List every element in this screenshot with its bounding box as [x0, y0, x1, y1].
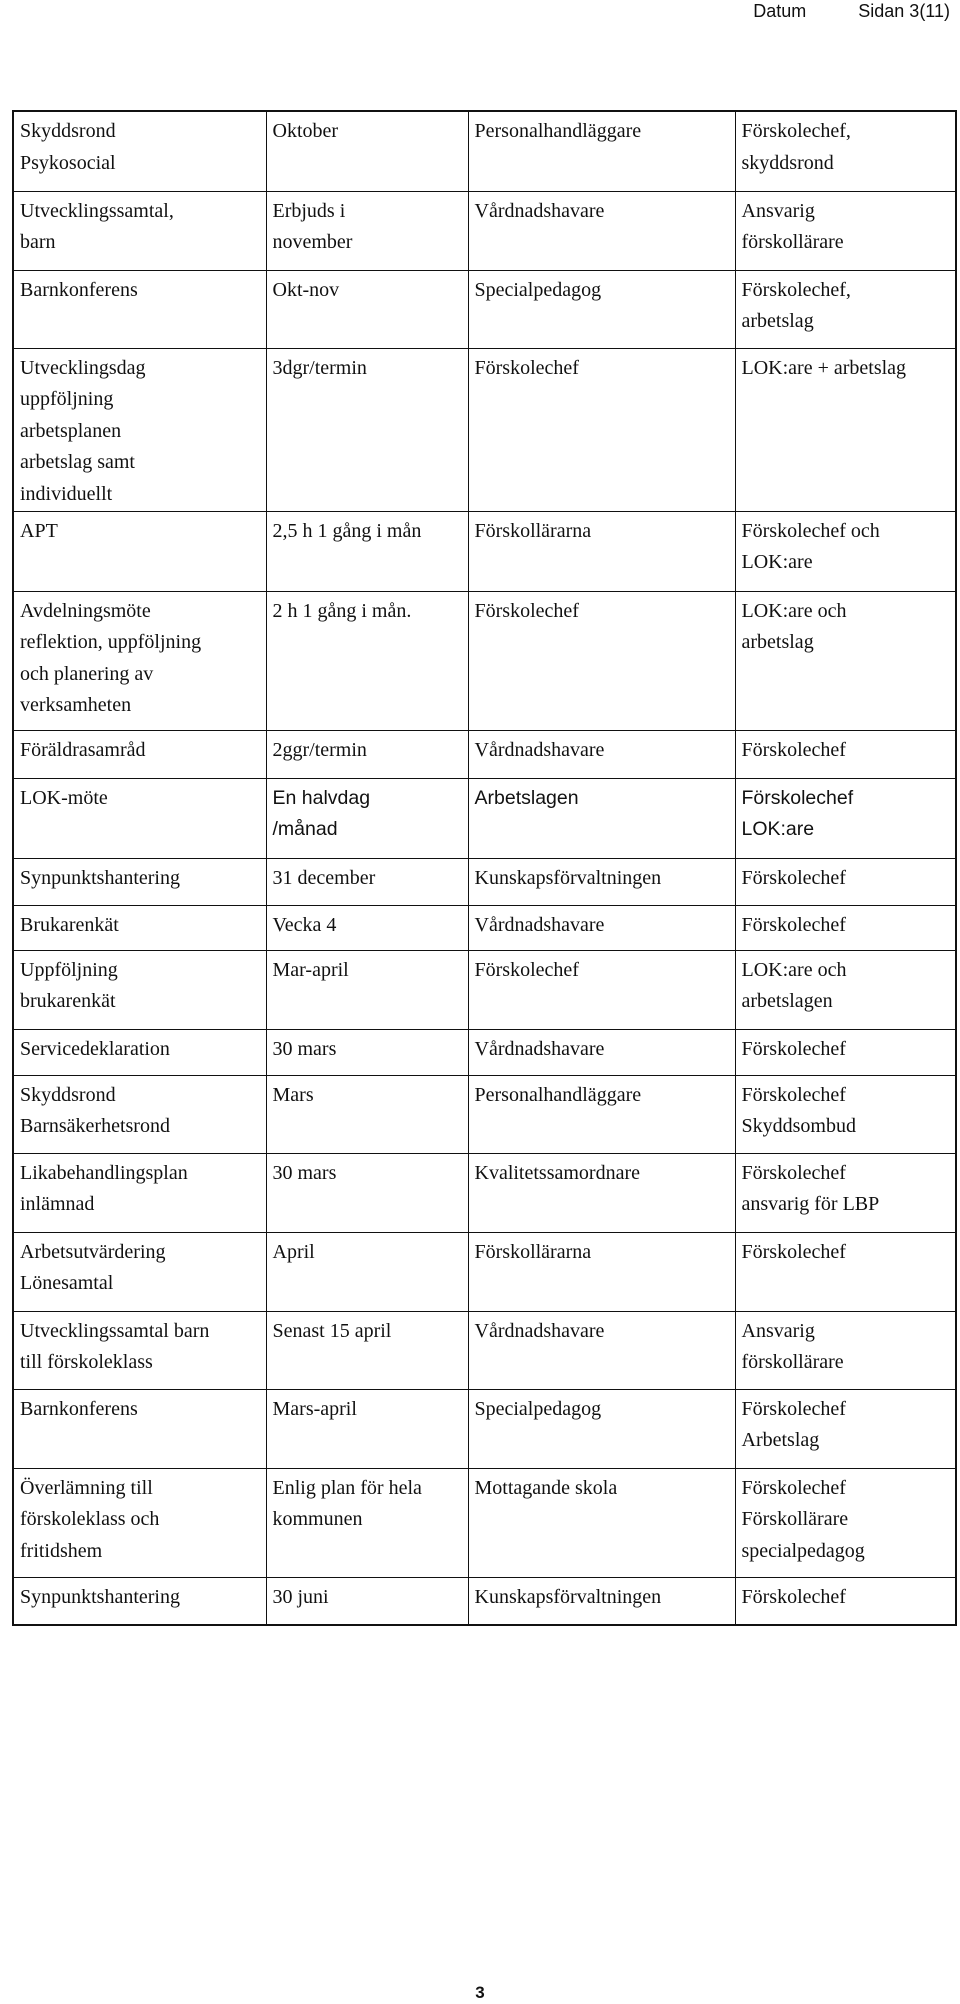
table-row	[13, 778, 956, 858]
responsible-cell: Förskolechef ansvarig för LBP	[735, 1153, 956, 1232]
participants-cell: Förskolechef	[468, 348, 735, 511]
activity-cell: Avdelningsmöte reflektion, uppföljning och planering av verksamheten	[13, 591, 266, 730]
activity-cell: LOK-möte	[13, 778, 266, 858]
when-cell: Mars	[266, 1075, 468, 1153]
page-count-label: Sidan 3(11)	[858, 1, 950, 21]
activity-cell: Föräldrasamråd	[13, 730, 266, 778]
activity-cell: Arbetsutvärdering Lönesamtal	[13, 1232, 266, 1311]
when-cell: 30 mars	[266, 1153, 468, 1232]
participants-cell: Vårdnadshavare	[468, 905, 735, 950]
activity-cell: Utvecklingssamtal, barn	[13, 191, 266, 270]
when-cell: 2 h 1 gång i mån.	[266, 591, 468, 730]
responsible-cell: Förskolechef	[735, 730, 956, 778]
responsible-cell: LOK:are och arbetslagen	[735, 950, 956, 1029]
when-cell: Mars-april	[266, 1389, 468, 1468]
responsible-cell: Förskolechef	[735, 1577, 956, 1625]
participants-cell: Förskollärarna	[468, 1232, 735, 1311]
participants-cell: Vårdnadshavare	[468, 1029, 735, 1075]
activity-cell: Uppföljning brukarenkät	[13, 950, 266, 1029]
activity-cell: Brukarenkät	[13, 905, 266, 950]
participants-cell: Arbetslagen	[468, 778, 735, 858]
when-cell: Oktober	[266, 111, 468, 191]
participants-cell: Förskollärarna	[468, 511, 735, 591]
responsible-cell: LOK:are + arbetslag	[735, 348, 956, 511]
responsible-cell: Förskolechef Skyddsombud	[735, 1075, 956, 1153]
activity-cell: Utvecklingssamtal barn till förskoleklass	[13, 1311, 266, 1389]
when-cell: 2ggr/termin	[266, 730, 468, 778]
activity-cell: Servicedeklaration	[13, 1029, 266, 1075]
activity-cell: APT	[13, 511, 266, 591]
responsible-cell: Förskolechef Förskollärare specialpedagog	[735, 1468, 956, 1577]
activity-cell: Utvecklingsdag uppföljning arbetsplanen arbetslag samt individuellt	[13, 348, 266, 511]
table-row	[13, 270, 956, 348]
participants-cell: Kunskapsförvaltningen	[468, 858, 735, 905]
when-cell: En halvdag /månad	[266, 778, 468, 858]
when-cell: Enlig plan för hela kommunen	[266, 1468, 468, 1577]
table-row	[13, 1468, 956, 1577]
responsible-cell: Ansvarig förskollärare	[735, 1311, 956, 1389]
table-row	[13, 858, 956, 905]
participants-cell: Vårdnadshavare	[468, 730, 735, 778]
table-row	[13, 191, 956, 270]
when-cell: 30 juni	[266, 1577, 468, 1625]
table-row	[13, 511, 956, 591]
table-row	[13, 1075, 956, 1153]
responsible-cell: Ansvarig förskollärare	[735, 191, 956, 270]
table-row	[13, 1153, 956, 1232]
activity-cell: Skyddsrond Psykosocial	[13, 111, 266, 191]
when-cell: Vecka 4	[266, 905, 468, 950]
activity-cell: Synpunktshantering	[13, 1577, 266, 1625]
activity-cell: Barnkonferens	[13, 270, 266, 348]
activity-cell: Synpunktshantering	[13, 858, 266, 905]
participants-cell: Specialpedagog	[468, 1389, 735, 1468]
date-label: Datum	[753, 1, 807, 21]
when-cell: Okt-nov	[266, 270, 468, 348]
participants-cell: Vårdnadshavare	[468, 1311, 735, 1389]
when-cell: Senast 15 april	[266, 1311, 468, 1389]
table-row	[13, 1389, 956, 1468]
participants-cell: Personalhandläggare	[468, 111, 735, 191]
participants-cell: Specialpedagog	[468, 270, 735, 348]
responsible-cell: Förskolechef Arbetslag	[735, 1389, 956, 1468]
responsible-cell: Förskolechef, skyddsrond	[735, 111, 956, 191]
table-row	[13, 950, 956, 1029]
table-row	[13, 730, 956, 778]
participants-cell: Kvalitetssamordnare	[468, 1153, 735, 1232]
activity-cell: Likabehandlingsplan inlämnad	[13, 1153, 266, 1232]
participants-cell: Mottagande skola	[468, 1468, 735, 1577]
when-cell: Mar-april	[266, 950, 468, 1029]
participants-cell: Personalhandläggare	[468, 1075, 735, 1153]
schedule-table-body	[13, 111, 956, 1625]
when-cell: 3dgr/termin	[266, 348, 468, 511]
participants-cell: Förskolechef	[468, 950, 735, 1029]
table-row	[13, 348, 956, 511]
responsible-cell: LOK:are och arbetslag	[735, 591, 956, 730]
when-cell: 31 december	[266, 858, 468, 905]
when-cell: 2,5 h 1 gång i mån	[266, 511, 468, 591]
when-cell: 30 mars	[266, 1029, 468, 1075]
table-row	[13, 1577, 956, 1625]
activity-cell: Överlämning till förskoleklass och fritidshem	[13, 1468, 266, 1577]
activity-cell: Barnkonferens	[13, 1389, 266, 1468]
table-row	[13, 1232, 956, 1311]
table-row	[13, 905, 956, 950]
activity-cell: Skyddsrond Barnsäkerhetsrond	[13, 1075, 266, 1153]
table-row	[13, 1029, 956, 1075]
responsible-cell: Förskolechef	[735, 1029, 956, 1075]
table-row	[13, 591, 956, 730]
responsible-cell: Förskolechef	[735, 858, 956, 905]
table-row	[13, 111, 956, 191]
when-cell: Erbjuds i november	[266, 191, 468, 270]
page-header	[753, 0, 950, 22]
participants-cell: Förskolechef	[468, 591, 735, 730]
when-cell: April	[266, 1232, 468, 1311]
schedule-table	[12, 110, 957, 1626]
responsible-cell: Förskolechef och LOK:are	[735, 511, 956, 591]
table-row	[13, 1311, 956, 1389]
page-number: 3	[475, 1983, 485, 2002]
responsible-cell: Förskolechef	[735, 905, 956, 950]
participants-cell: Kunskapsförvaltningen	[468, 1577, 735, 1625]
responsible-cell: Förskolechef, arbetslag	[735, 270, 956, 348]
participants-cell: Vårdnadshavare	[468, 191, 735, 270]
responsible-cell: Förskolechef LOK:are	[735, 778, 956, 858]
responsible-cell: Förskolechef	[735, 1232, 956, 1311]
